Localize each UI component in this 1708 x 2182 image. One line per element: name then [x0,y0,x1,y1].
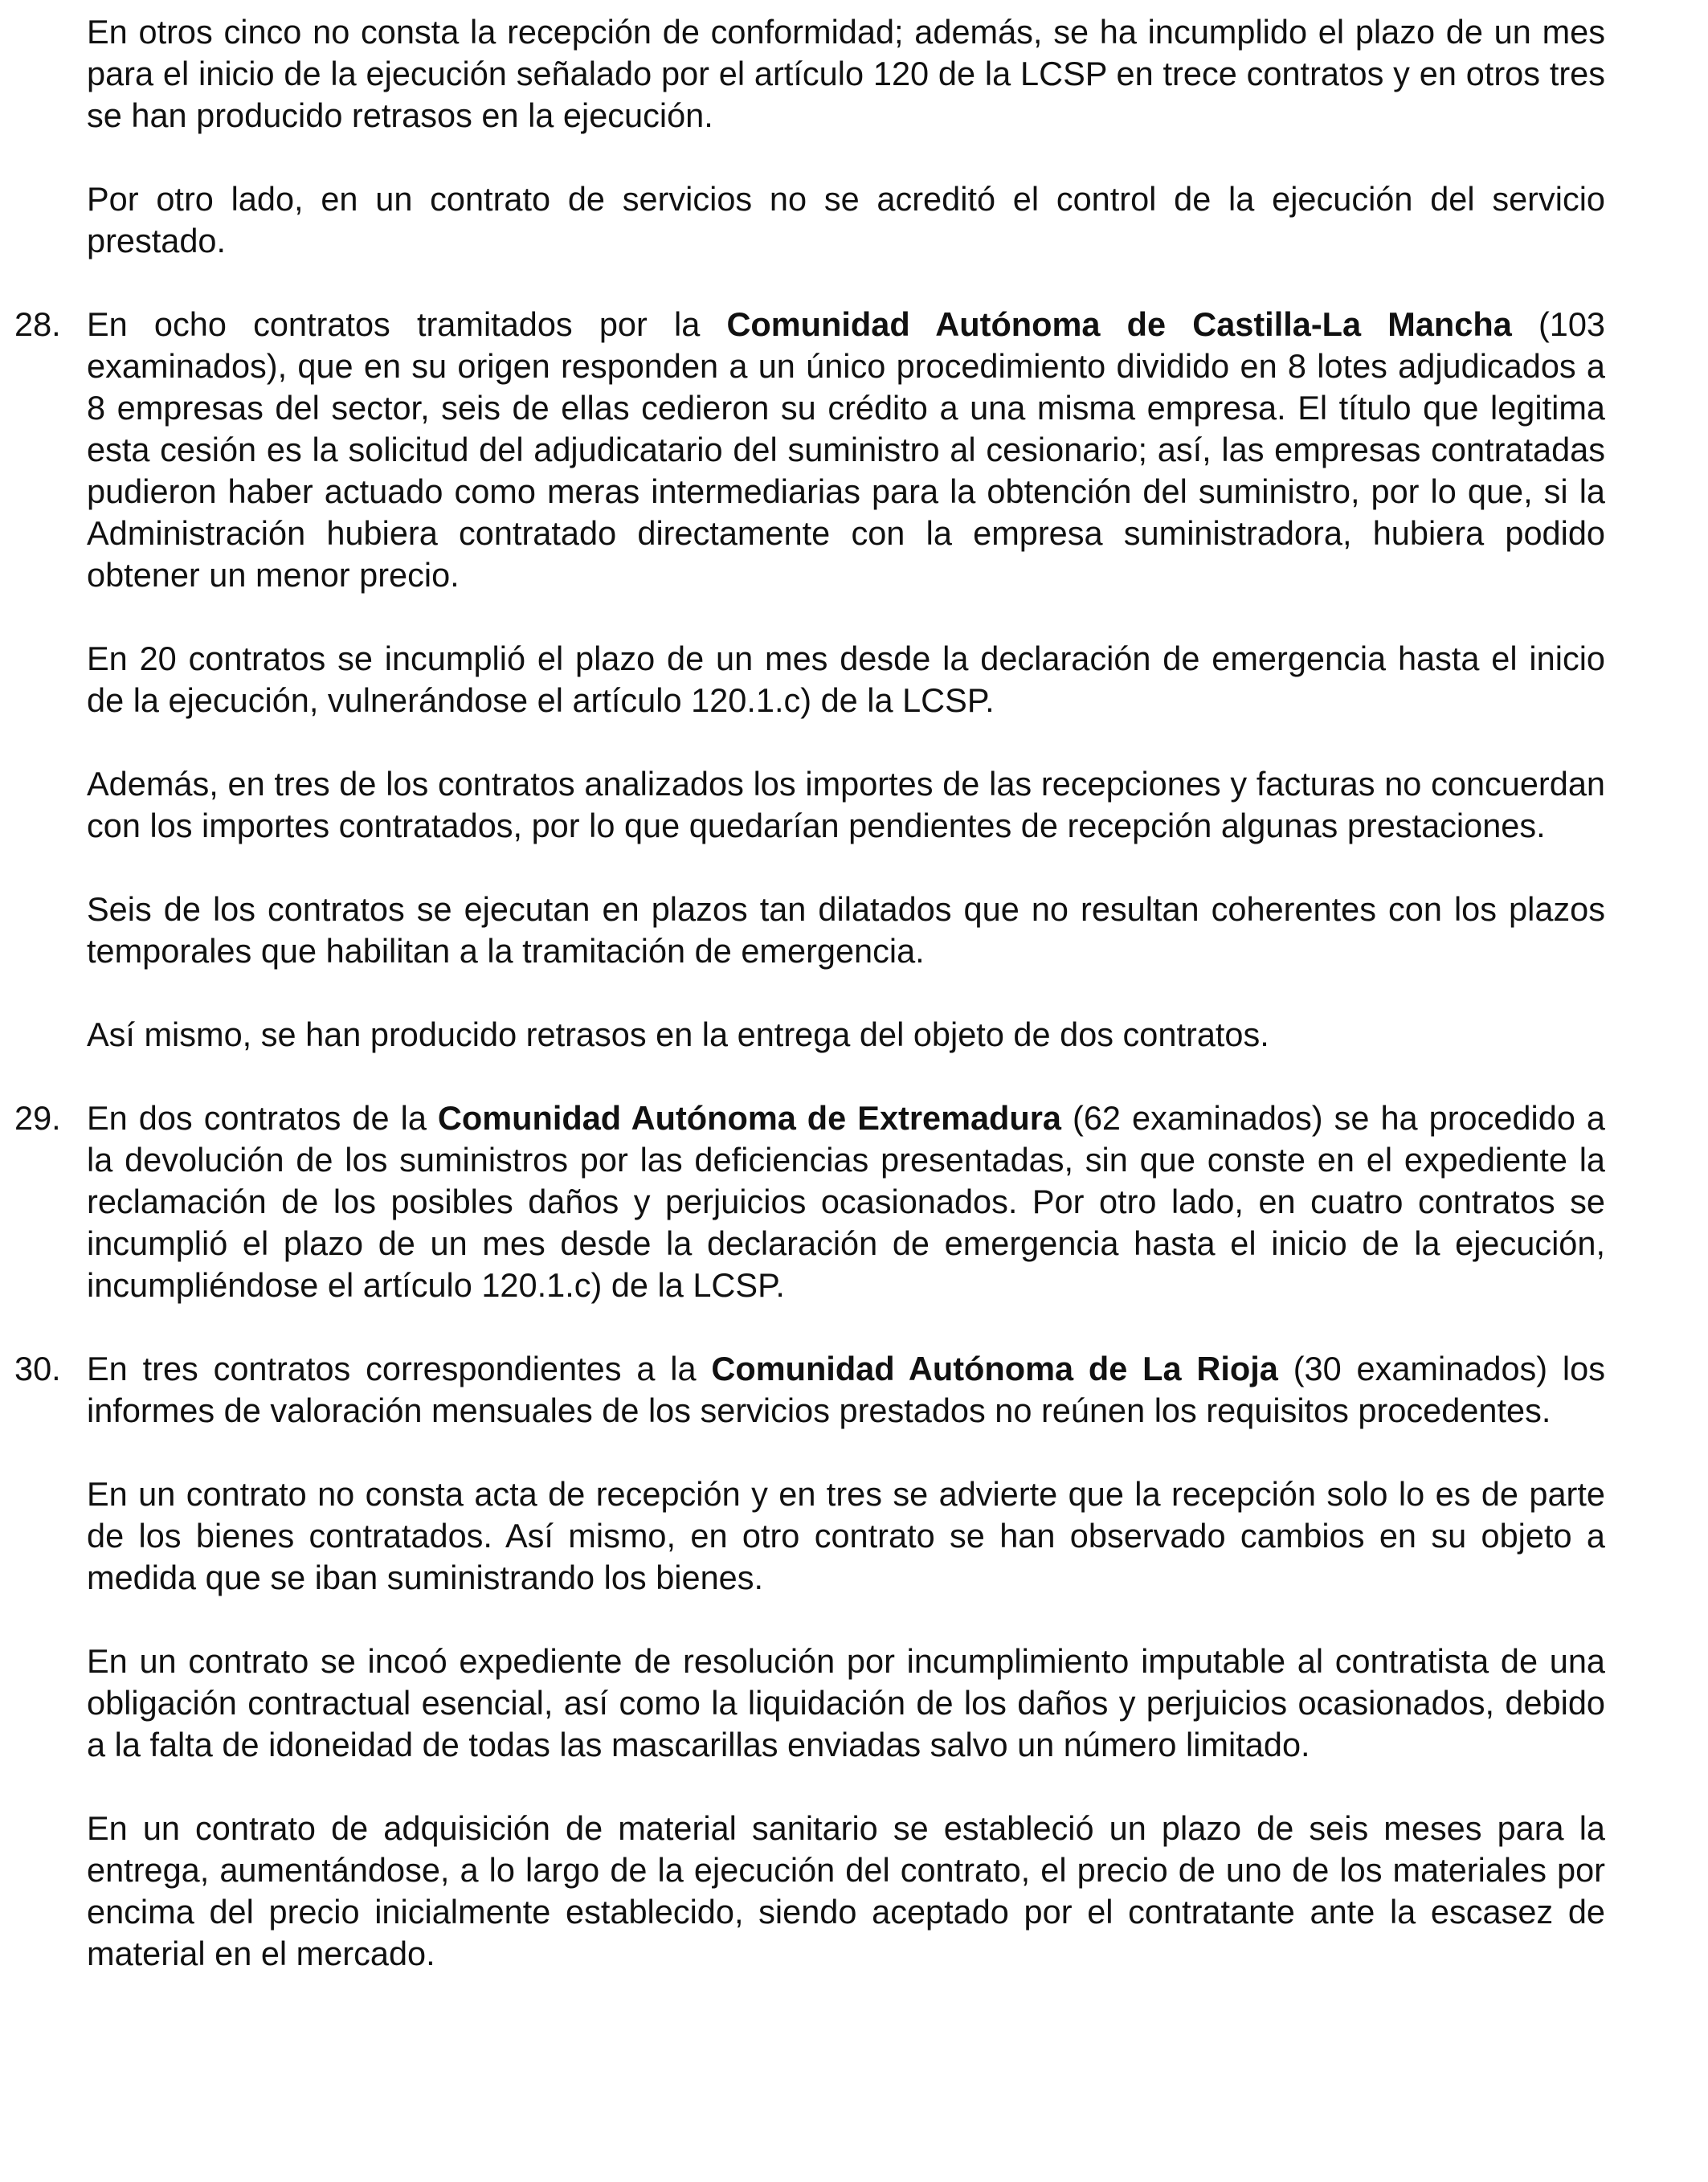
entity-name: Comunidad Autónoma de La Rioja [711,1350,1278,1387]
intro-paragraph: Por otro lado, en un contrato de servicios no se acreditó el control de la ejecución del servicio prestado. [87,180,1605,259]
item-paragraph: En un contrato se incoó expediente de resolución por incumplimiento imputable al contratista de una obligación contractual esencial, así como la liquidación de los daños y perjuicios ocasionados, debido a la falta de idoneidad de todas las mascarillas enviadas salvo un número limitado. [87,1642,1605,1763]
intro-paragraph: En otros cinco no consta la recepción de conformidad; además, se ha incumplido el plazo de un mes para el inicio de la ejecución señalado por el artículo 120 de la LCSP en trece contratos y en otros tres se han producido retrasos en la ejecución. [87,13,1605,134]
lead-text: (103 examinados), que en su origen responden a un único procedimiento dividido en 8 lotes adjudicados a 8 empresas del sector, seis de ellas cedieron su crédito a una misma empresa. El título que legitima esta cesión es la solicitud del adjudicatario del suministro al cesionario; así, las empresas contratadas pudieron haber actuado como meras intermediarias para la obtención del suministro, por lo que, si la Administración hubiera contratado directamente con la empresa suministradora, hubiera podido obtener un menor precio. [87,305,1606,594]
lead-text: En dos contratos de la [87,1099,438,1137]
document-body [14,11,1606,2017]
item-number: 30. [14,1350,61,1387]
item-paragraph: En un contrato no consta acta de recepción y en tres se advierte que la recepción solo lo es de parte de los bienes contratados. Así mismo, en otro contrato se han observado cambios en su objeto a medida que se iban suministrando los bienes. [87,1475,1605,1596]
entity-name: Comunidad Autónoma de Castilla-La Mancha [726,305,1512,343]
item-number: 29. [14,1099,61,1137]
item-paragraph: En 20 contratos se incumplió el plazo de un mes desde la declaración de emergencia hasta el inicio de la ejecución, vulnerándose el artículo 120.1.c) de la LCSP. [87,639,1605,719]
lead-text: En tres contratos correspondientes a la [87,1350,712,1387]
numbered-item-30 [14,1348,1605,1975]
lead-text: (30 examinados) los informes de valoración mensuales de los servicios prestados no reúnen los requisitos procedentes. [87,1350,1605,1429]
numbered-item-28 [14,304,1606,1056]
item-paragraph: En un contrato de adquisición de material sanitario se estableció un plazo de seis meses para la entrega, aumentándose, a lo largo de la ejecución del contrato, el precio de uno de los materiales por encima del precio inicialmente establecido, siendo aceptado por el contratante ante la escasez de material en el mercado. [87,1809,1605,1972]
item-lead-paragraph [87,304,1605,596]
item-paragraph: Así mismo, se han producido retrasos en la entrega del objeto de dos contratos. [87,1015,1269,1053]
numbered-item-29 [14,1097,1605,1306]
entity-name: Comunidad Autónoma de Extremadura [437,1099,1061,1137]
lead-text: (62 examinados) se ha procedido a la devolución de los suministros por las deficiencias presentadas, sin que conste en el expediente la reclamación de los posibles daños y perjuicios ocasionados. Por otro lado, en cuatro contratos se incumplió el plazo de un mes desde la declaración de emergencia hasta el inicio de la ejecución, incumpliéndose el artículo 120.1.c) de la LCSP. [87,1099,1605,1304]
item-paragraph: Además, en tres de los contratos analizados los importes de las recepciones y facturas no concuerdan con los importes contratados, por lo que quedarían pendientes de recepción algunas prestaciones. [87,765,1605,844]
lead-text: En ocho contratos tramitados por la [87,305,727,343]
item-lead-paragraph [87,1097,1605,1306]
item-paragraph: Seis de los contratos se ejecutan en plazos tan dilatados que no resultan coherentes con los plazos temporales que habilitan a la tramitación de emergencia. [87,890,1605,970]
item-lead-paragraph [87,1348,1605,1432]
item-number: 28. [14,305,61,343]
